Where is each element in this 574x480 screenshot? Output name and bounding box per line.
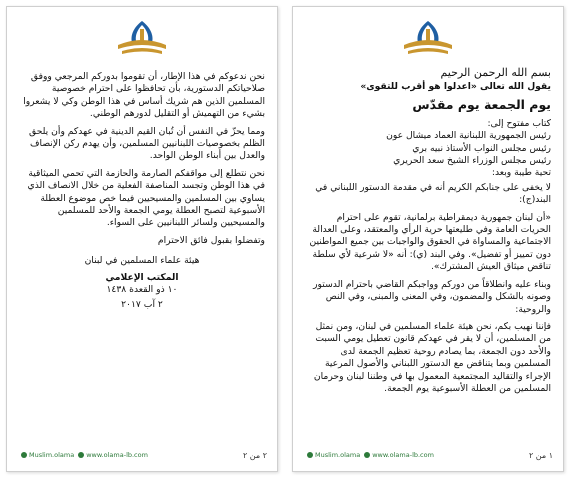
footer-website[interactable]: www.olama-lb.com	[86, 451, 148, 459]
org-logo-icon	[112, 17, 172, 61]
page-footer	[303, 449, 553, 461]
page-2	[6, 6, 278, 472]
social-icon	[21, 452, 27, 458]
recipient: رئيس مجلس النواب الأستاذ نبيه بري	[412, 142, 551, 154]
paragraph: وبناء عليه وانطلاقاً من دوركم وواجبكم القاضي باحترام الدستور وصونه بالشكل والمضمون، وفي المعنى والمبنى، وفي النص والروحية:	[313, 278, 551, 315]
recipient: رئيس مجلس الوزراء الشيخ سعد الحريري	[393, 155, 551, 167]
date-hijri: ١٠ ذو القعدة ١٤٣٨	[106, 284, 178, 296]
footer-handle: Muslim.olama	[29, 451, 75, 459]
paragraph: فإننا نهيب بكم، نحن هيئة علماء المسلمين في لبنان، ومن نمثل من المسلمين، أن لا يقر في عهدكم قانون تعطيل يومي السبت والأحد دون الجمعة، بما يصادم روحية تعظيم الجمعة لدى المسلمين وبما يتناقض مع الدستور اللبناني والأصول المرعية الإجراء والتقاليد المجتمعية المعمول بها في وطننا لبنان وحرمان المسلمين من العطلة الأسبوعية يوم الجمعة.	[313, 320, 551, 394]
org-name: هيئة علماء المسلمين في لبنان	[84, 255, 200, 267]
date-gregorian: ٢ آب ٢٠١٧	[121, 298, 163, 310]
recipient: رئيس الجمهورية اللبنانية العماد ميشال عون	[386, 130, 551, 142]
page-2-body	[19, 71, 265, 441]
page-1-body	[305, 67, 551, 441]
globe-icon	[78, 452, 84, 458]
social-icon	[307, 452, 313, 458]
bismillah: بسم الله الرحمن الرحيم	[440, 66, 551, 79]
page-footer	[17, 449, 267, 461]
verse: يقول الله تعالى «اعدلوا هو أقرب للتقوى»	[360, 81, 551, 93]
constitution-quote: «أن لبنان جمهورية ديمقراطية برلمانية، تقوم على احترام الحريات العامة وفي طليعتها حرية الرأي والمعتقد، وعلى العدالة الاجتماعية والمساواة في الحقوق والواجبات بين جميع المواطنين دون تمييز أو تفضيل». وفي البند (ي): أنه «لا شرعية لأي سلطة تناقض ميثاق العيش المشترك».	[309, 211, 551, 273]
paragraph: نحن ندعوكم في هذا الإطار، أن تقوموا بدوركم المرجعي ووفق صلاحياتكم الدستورية، بأن تحافظوا على احترام خصوصية المسلمين الذين هم شريك أساس في هذا الوطن وكي لا يشعروا بشيء من التهميش أو التقليل لدورهم الوطني.	[23, 71, 265, 120]
page-number: ٢ من ٢	[242, 450, 267, 460]
globe-icon	[364, 452, 370, 458]
closing-line: وتفضلوا بقبول فائق الاحترام	[157, 234, 265, 246]
greeting: تحية طيبة وبعد:	[491, 167, 551, 179]
document-title: يوم الجمعة يوم مقدّس	[412, 96, 551, 112]
page-number: ١ من ٢	[528, 450, 553, 460]
footer-website[interactable]: www.olama-lb.com	[372, 451, 434, 459]
letter-type: كتاب مفتوح إلى:	[487, 117, 551, 129]
page-1	[292, 6, 564, 472]
intro: لا يخفى على جنابكم الكريم أنه في مقدمة الدستور اللبناني في البند(ج):	[315, 181, 551, 206]
paragraph: ومما يحزّ في النفس أن تُبان القيم الدينية في عهدكم وأن يلحق الظلم بخصوصيات اللبنانيين المسلمين، وأن يهدم ركن الإنصاف والعدل بين أبناء الوطن الواحد.	[29, 125, 265, 162]
footer-handle: Muslim.olama	[315, 451, 361, 459]
paragraph: نحن نتطلع إلى مواقفكم الصارمة والحازمة التي تحمي الميثاقية في هذا الوطن وتجسد المناصفة الفعلية من خلال الانصاف الذي يساوي بين المسلمين والمسيحيين فيما خص موضوع العطلة الأسبوعية لتصبح العطلة يومي الجمعة والأحد للمسلمين والمسيحيين ولسائر اللبنانيين على السواء.	[27, 167, 265, 229]
office-name: المكتب الإعلامي	[105, 271, 179, 283]
org-logo-icon	[398, 17, 458, 61]
